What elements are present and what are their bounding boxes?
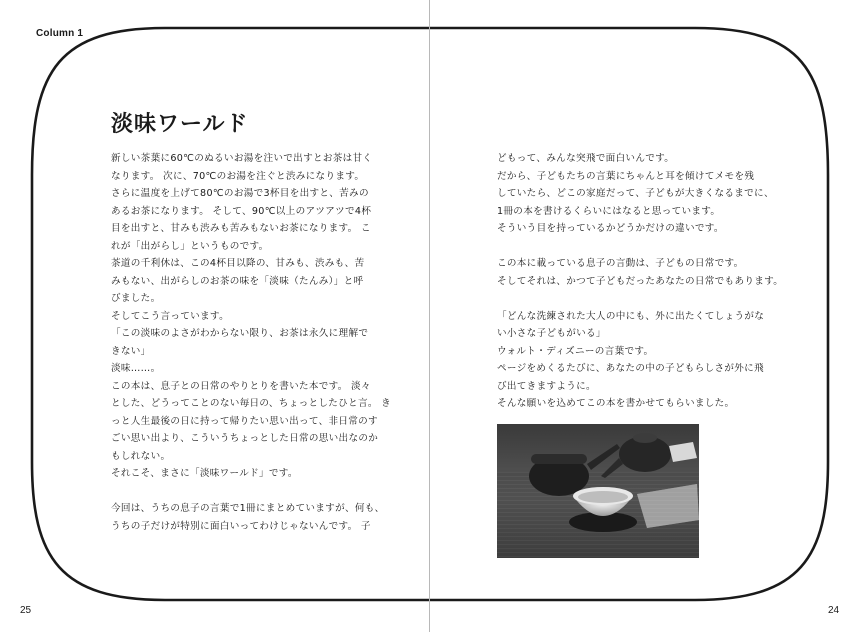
text-line: ページをめくるたびに、あなたの中の子どもらしさが外に飛 xyxy=(497,363,764,374)
text-line: そしてそれは、かつて子どもだったあなたの日常でもあります。 xyxy=(497,275,784,287)
text-line: 「どんな洗練された大人の中にも、外に出たくてしょうがな xyxy=(497,310,765,322)
text-line: そしてこう言っています。 xyxy=(111,310,229,322)
text-line: それこそ、まさに「淡味ワールド」です。 xyxy=(111,468,298,479)
left-column-text xyxy=(111,150,391,535)
text-line: きない」 xyxy=(111,345,151,357)
text-line: 目を出すと、甘みも渋みも苦みもないお茶になります。 こ xyxy=(111,223,371,234)
text-line: 1冊の本を書けるくらいにはなると思っています。 xyxy=(497,205,721,217)
text-line: 「この淡味のよさがわからない限り、お茶は永久に理解で xyxy=(111,328,369,339)
text-line: さらに温度を上げて80℃のお湯で3杯目を出すと、苦みの xyxy=(111,188,369,199)
text-line: 淡味……。 xyxy=(111,363,161,374)
text-line: び出てきますように。 xyxy=(497,380,596,392)
column-label: Column 1 xyxy=(36,28,84,39)
text-line: ウォルト・ディズニーの言葉です。 xyxy=(497,345,654,357)
text-line: ごい思い出より、こういうちょっとした日常の思い出なのか xyxy=(111,433,379,444)
text-line: みもない、出がらしのお茶の味を「淡味（たんみ）」と呼 xyxy=(111,275,364,287)
page-gutter xyxy=(429,0,430,632)
text-line: どもって、みんな突飛で面白いんです。 xyxy=(497,153,675,164)
text-line: 茶道の千利休は、この4杯目以降の、甘みも、渋みも、苦 xyxy=(111,258,365,269)
text-line: この本は、息子との日常のやりとりを書いた本です。 淡々 xyxy=(111,380,371,392)
text-line: そんな願いを込めてこの本を書かせてもらいました。 xyxy=(497,398,735,409)
page-number-right: 24 xyxy=(828,605,840,616)
paragraph-break xyxy=(497,290,772,308)
text-line: びました。 xyxy=(111,293,161,304)
tea-set-image xyxy=(497,424,699,558)
paragraph-break xyxy=(497,238,772,256)
text-line: 新しい茶葉に60℃のぬるいお湯を注いで出すとお茶は甘く xyxy=(111,153,373,164)
text-line: この本に載っている息子の言動は、子どもの日常です。 xyxy=(497,258,744,269)
text-line: していたら、どこの家庭だって、子どもが大きくなるまでに、 xyxy=(497,188,774,199)
text-line: だから、子どもたちの言葉にちゃんと耳を傾けてメモを残 xyxy=(497,170,755,182)
text-line: あるお茶になります。 そして、90℃以上のアツアツで4杯 xyxy=(111,205,372,217)
paragraph-break xyxy=(111,483,383,501)
text-line: い小さな子どもがいる」 xyxy=(497,328,606,339)
text-line: うちの子だけが特別に面白いってわけじゃないんです。 子 xyxy=(111,520,371,532)
page-number-left: 25 xyxy=(20,605,32,616)
text-line: れが「出がらし」というものです。 xyxy=(111,240,269,252)
page-title: 淡味ワールド xyxy=(111,112,249,137)
text-line: そういう目を持っているかどうかだけの違いです。 xyxy=(497,223,724,234)
text-line: っと人生最後の日に持って帰りたい思い出って、非日常のす xyxy=(111,415,378,427)
right-column-text xyxy=(497,150,784,413)
tea-photo xyxy=(497,424,699,558)
text-line: もしれない。 xyxy=(111,450,171,462)
text-line: 今回は、うちの息子の言葉で1冊にまとめていますが、何も、 xyxy=(111,503,385,514)
text-line: なります。 次に、70℃のお湯を注ぐと渋みになります。 xyxy=(111,170,365,182)
text-line: とした、どうってことのない毎日の、ちょっとしたひと言。 き xyxy=(111,398,391,409)
